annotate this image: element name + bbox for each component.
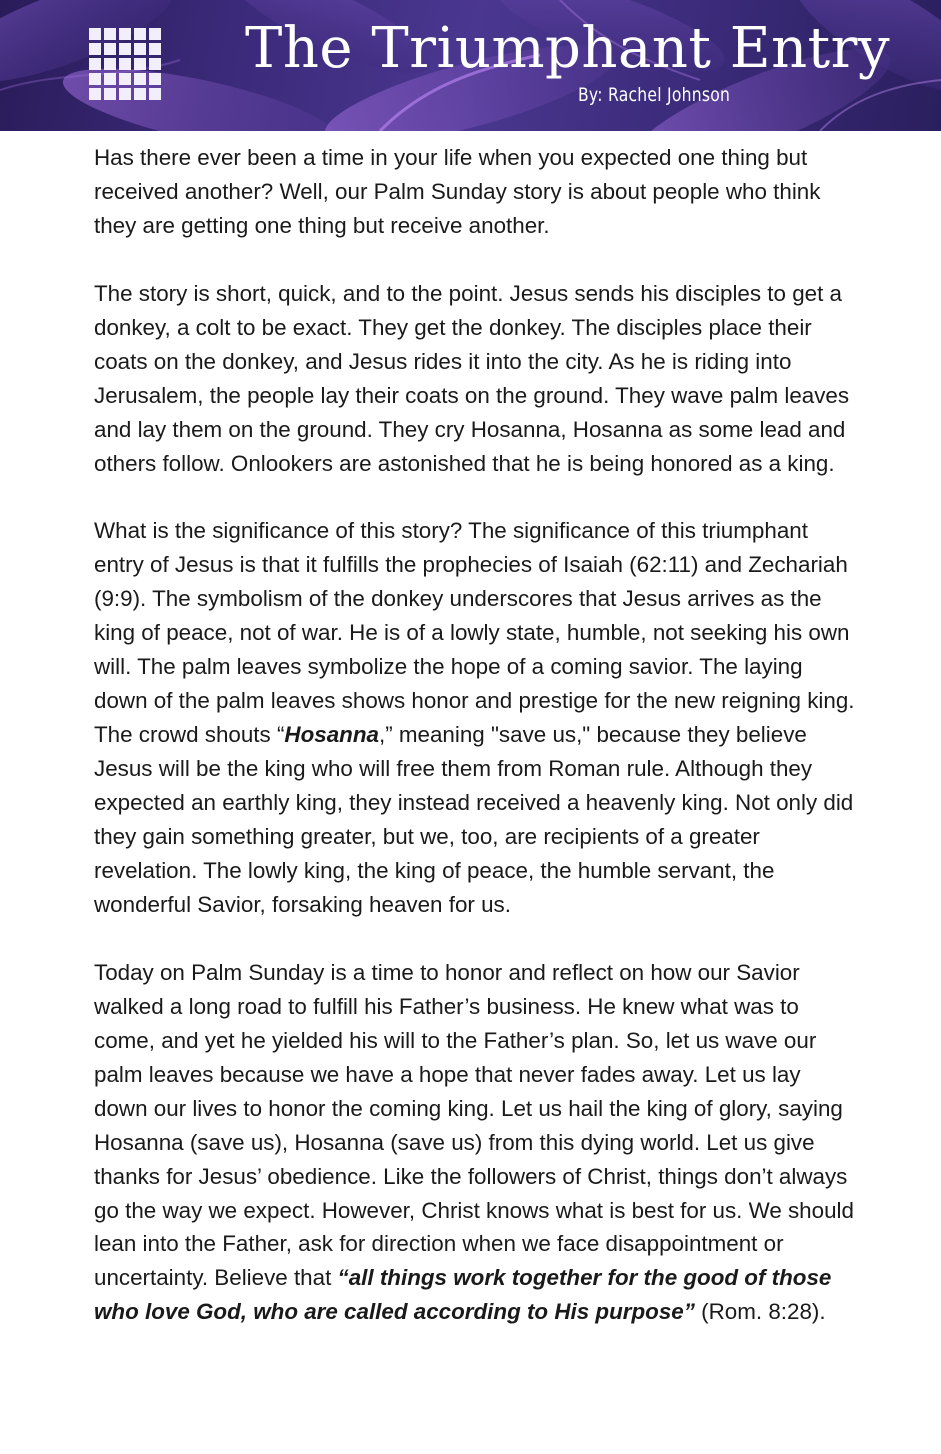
scripture-quote: “all things work together for the good of those who love God, who are called according to His purpose” — [94, 1265, 832, 1325]
paragraph-4 — [94, 956, 859, 1329]
hosanna-emphasis: Hosanna — [284, 722, 379, 748]
article-body — [94, 141, 859, 1329]
paragraph-3 — [94, 514, 859, 921]
paragraph-3-text-b: ,” meaning "save us," because they believe Jesus will be the king who will free them from Roman rule. Although they expected an earthly king, they instead received a heavenly king. Not only did they gain something greater, but we, too, are recipients of a greater revelation. The lowly king, the king of peace, the humble servant, the wonderful Savior, forsaking heaven for us. — [94, 722, 854, 917]
paragraph-2: The story is short, quick, and to the point. Jesus sends his disciples to get a donkey, a colt to be exact. They get the donkey. The disciples place their coats on the donkey, and Jesus rides it into the city. As he is riding into Jerusalem, the people lay their coats on the ground. They wave palm leaves and lay them on the ground. They cry Hosanna, Hosanna as some lead and others follow. Onlookers are astonished that he is being honored as a king. — [94, 280, 850, 476]
author-byline: By: Rachel Johnson — [578, 84, 731, 106]
scripture-citation: (Rom. 8:28). — [694, 1299, 826, 1325]
paragraph-1: Has there ever been a time in your life when you expected one thing but received another? Well, our Palm Sunday story is about people who think they are getting one thing but receive another. — [94, 145, 821, 238]
paragraph-3-text-a: What is the significance of this story? The significance of this triumphant entry of Jesus is that it fulfills the prophecies of Isaiah (62:11) and Zechariah (9:9). The symbolism of the donkey underscores that Jesus arrives as the king of peace, not of war. He is of a lowly state, humble, not seeking his own will. The palm leaves symbolize the hope of a coming savior. The laying down of the palm leaves shows honor and prestige for the new reigning king. The crowd shouts “ — [94, 518, 855, 748]
grid-squares-icon — [89, 28, 161, 100]
page-title: The Triumphant Entry — [245, 16, 891, 81]
header-banner — [0, 0, 941, 131]
paragraph-4-text: Today on Palm Sunday is a time to honor and reflect on how our Savior walked a long road to fulfill his Father’s business. He knew what was to come, and yet he yielded his will to the Father’s plan. So, let us wave our palm leaves because we have a hope that never fades away. Let us lay down our lives to honor the coming king. Let us hail the king of glory, saying Hosanna (save us), Hosanna (save us) from this dying world. Let us give thanks for Jesus’ obedience. Like the followers of Christ, things don’t always go the way we expect. However, Christ knows what is best for us. We should lean into the Father, ask for direction when we face disappointment or uncertainty. Believe that — [94, 959, 854, 1291]
